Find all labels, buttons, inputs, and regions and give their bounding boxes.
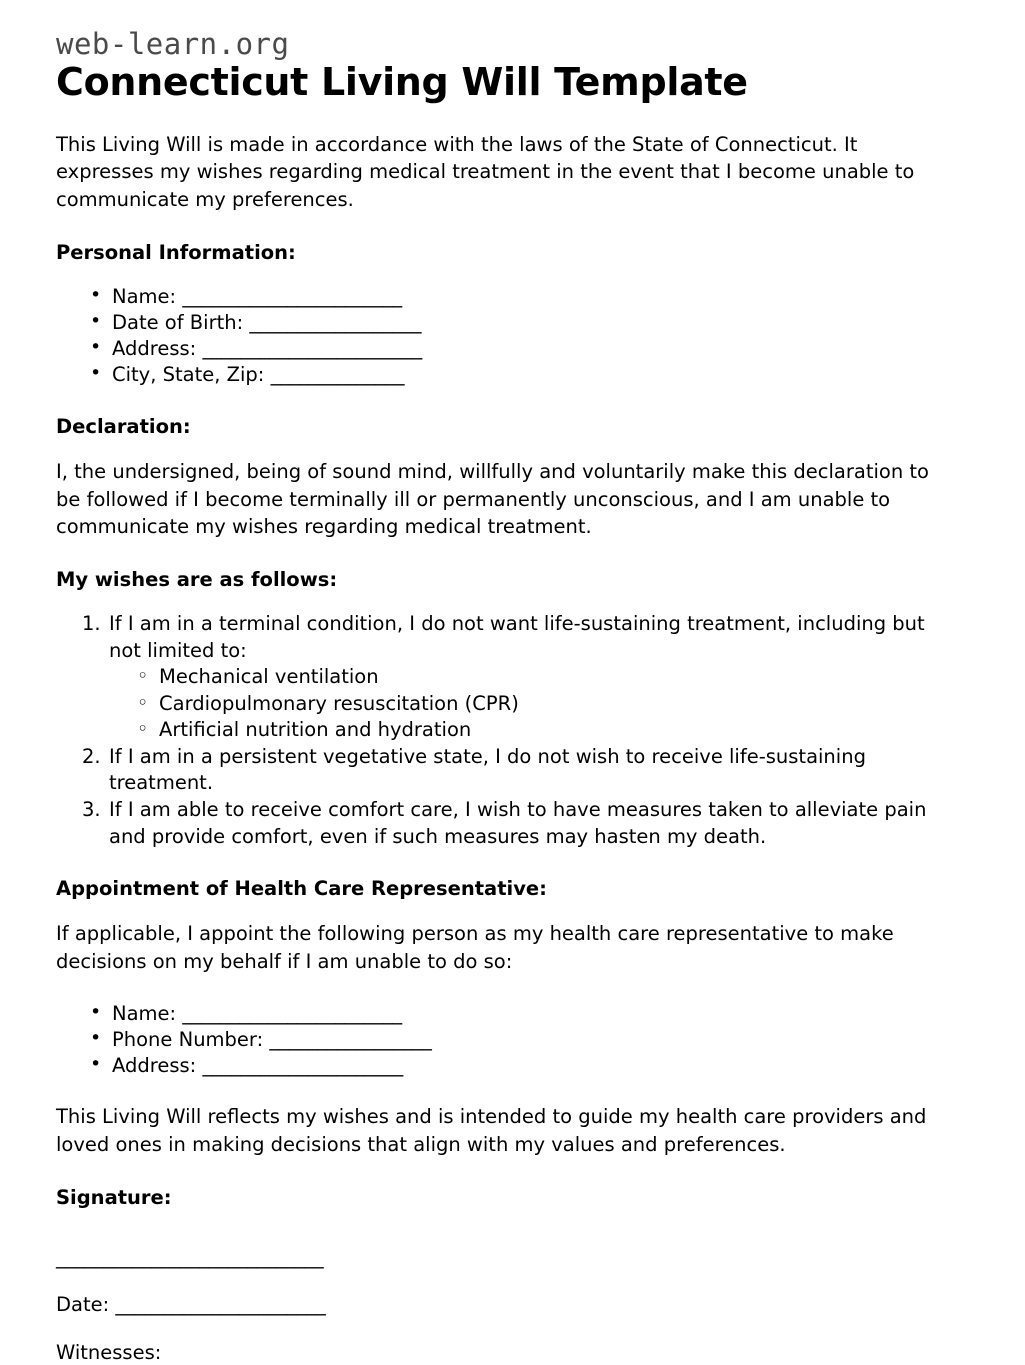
list-item: [82, 744, 956, 797]
representative-paragraph: If applicable, I appoint the following person as my health care representative to make decisions on my behalf if I am unable to do so:: [56, 922, 894, 974]
declaration-paragraph: I, the undersigned, being of sound mind, willfully and voluntarily make this declaration to be followed if I become terminally ill or permanently unconscious, and I am unable to communicate my wishes regarding medical treatment.: [56, 460, 929, 539]
list-item: [82, 611, 956, 744]
list-item: [88, 1053, 956, 1079]
field-label: Phone Number:: [112, 1027, 264, 1051]
field-blank: __________________: [249, 310, 422, 334]
date-blank: ______________________: [115, 1293, 326, 1317]
page-title: Connecticut Living Will Template: [56, 60, 748, 104]
wish-text: If I am able to receive comfort care, I wish to have measures taken to alleviate pain and provide comfort, even if such measures may hasten my death.: [109, 798, 927, 848]
intro-paragraph: This Living Will is made in accordance with the laws of the State of Connecticut. It expresses my wishes regarding medical treatment in the event that I become unable to communicate my preferences.: [56, 132, 915, 212]
personal-information-list: [56, 284, 956, 388]
declaration-heading: Declaration:: [56, 414, 191, 438]
wish-subitem-list: [109, 664, 956, 744]
field-label: Address:: [112, 336, 197, 360]
personal-information-heading: Personal Information:: [56, 240, 296, 264]
witnesses-label: Witnesses:: [56, 1340, 162, 1364]
document-content: [56, 27, 956, 1365]
field-blank: _________________: [269, 1027, 432, 1051]
field-label: Name:: [112, 1001, 177, 1025]
list-item: [88, 1001, 956, 1027]
field-blank: _______________________: [202, 336, 423, 360]
field-label: City, State, Zip:: [112, 362, 265, 386]
representative-heading: Appointment of Health Care Representative:: [56, 877, 547, 901]
list-item: [88, 284, 956, 310]
list-item: ◦ Cardiopulmonary resuscitation (CPR): [135, 691, 956, 718]
field-blank: ______________: [270, 362, 405, 386]
list-item: [88, 310, 956, 336]
wishes-list: [56, 611, 956, 850]
closing-paragraph: This Living Will reflects my wishes and is intended to guide my health care providers and loved ones in making decisions that align with my values and preferences.: [56, 1105, 927, 1157]
signature-blank-line: ____________________________: [56, 1246, 324, 1270]
date-label: Date:: [56, 1293, 110, 1317]
signature-heading: Signature:: [56, 1185, 172, 1209]
list-item: [88, 336, 956, 362]
wish-text: If I am in a terminal condition, I do not want life-sustaining treatment, including but not limited to:: [109, 612, 925, 662]
wish-text: If I am in a persistent vegetative state, I do not wish to receive life-sustaining treatment.: [109, 744, 866, 795]
date-line: [56, 1292, 956, 1317]
list-item: [82, 797, 956, 850]
field-label: Address:: [112, 1053, 197, 1077]
field-blank: _______________________: [182, 1001, 402, 1025]
field-label: Date of Birth:: [112, 310, 244, 334]
site-watermark: web-learn.org: [56, 27, 290, 61]
field-blank: _____________________: [202, 1053, 403, 1077]
field-label: Name:: [112, 285, 177, 309]
wishes-heading: My wishes are as follows:: [56, 568, 338, 592]
list-item: [88, 362, 956, 388]
list-item: ◦ Artificial nutrition and hydration: [135, 717, 956, 744]
representative-list: [56, 1001, 956, 1079]
signature-spacer: [56, 1229, 956, 1245]
field-blank: _______________________: [182, 285, 402, 309]
list-item: ◦ Mechanical ventilation: [135, 664, 956, 691]
list-item: [88, 1027, 956, 1053]
